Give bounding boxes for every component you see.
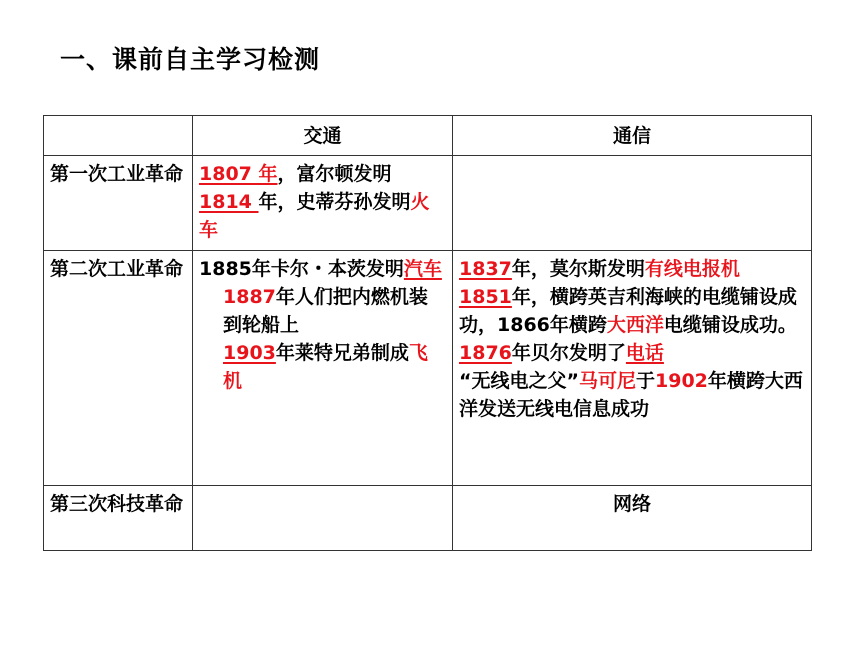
text-span: 年，莫尔斯发明	[511, 258, 645, 280]
text-span: 于	[636, 370, 656, 392]
header-communication: 通信	[453, 116, 812, 156]
comparison-table	[43, 115, 812, 551]
answer-red: 电话	[625, 342, 664, 364]
answer-red: 有线电报机	[644, 258, 740, 280]
text-span: 年横跨大西洋发送无线电信息成功	[459, 370, 803, 420]
year-red: 1876	[459, 342, 512, 364]
transport-cell	[193, 156, 453, 251]
year-red: 1837	[459, 258, 512, 280]
comm-paragraph	[459, 255, 805, 283]
comm-paragraph	[459, 367, 805, 423]
row-label-third-revolution: 第三次科技革命	[44, 486, 193, 551]
text-span: 年贝尔发明了	[511, 342, 626, 364]
text-span: “无线电之父”	[459, 370, 579, 392]
table-row	[44, 251, 812, 486]
answer-red: 大西洋	[606, 314, 664, 336]
answer-red: 马可尼	[578, 370, 636, 392]
answer-red: 飞机	[223, 342, 428, 392]
transport-cell	[193, 251, 453, 486]
year-red: 1851	[459, 286, 512, 308]
answer-red: 火车	[199, 191, 430, 241]
transport-paragraph	[199, 339, 446, 395]
table-row	[44, 486, 812, 551]
text-span: 年，横跨英吉利海峡的电缆铺设成功，1866年横跨	[459, 286, 797, 336]
answer-red: 汽车	[403, 258, 442, 280]
header-empty-cell	[44, 116, 193, 156]
year-red: 1903	[223, 342, 276, 364]
year-blank: 1807 年	[199, 163, 278, 185]
text-span: 电缆铺设成功。	[663, 314, 797, 336]
text-span: 年人们把内燃机装到轮船上	[223, 286, 428, 336]
header-transport: 交通	[193, 116, 453, 156]
row-label-first-revolution: 第一次工业革命	[44, 156, 193, 251]
communication-cell	[453, 251, 812, 486]
transport-cell	[193, 486, 453, 551]
row-label-second-revolution: 第二次工业革命	[44, 251, 193, 486]
comm-paragraph	[459, 283, 805, 339]
communication-cell: 网络	[453, 486, 812, 551]
text-span: 年，史蒂芬孙发明	[258, 191, 411, 213]
text-span: ，富尔顿发明	[277, 163, 392, 185]
year-red: 1902	[655, 370, 708, 392]
table-header-row	[44, 116, 812, 156]
page-title: 一、课前自主学习检测	[60, 45, 321, 74]
table-row	[44, 156, 812, 251]
transport-paragraph	[199, 255, 446, 283]
year-red: 1887	[223, 286, 276, 308]
text-span: 年莱特兄弟制成	[275, 342, 409, 364]
transport-line	[199, 160, 446, 188]
transport-paragraph	[199, 283, 446, 339]
comm-paragraph	[459, 339, 805, 367]
transport-line	[199, 188, 446, 244]
text-span: 1885年卡尔・本茨发明	[199, 258, 404, 280]
year-blank: 1814	[199, 191, 259, 213]
communication-cell	[453, 156, 812, 251]
